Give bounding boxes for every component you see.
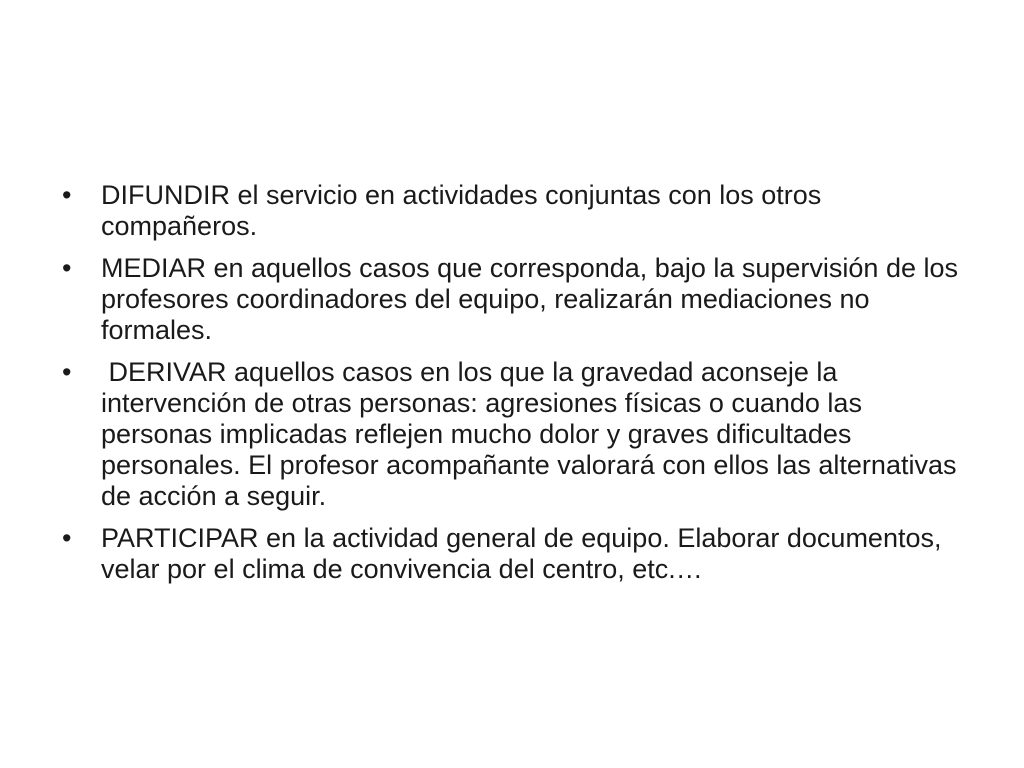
bullet-item-derivar [62, 357, 962, 512]
bullet-text: DERIVAR aquellos casos en los que la gravedad aconseje la intervención de otras personas: agresiones físicas o cuando las personas implicadas reflejen mucho dolor y graves dificultades personales. El profesor acompañante valorará con ellos las alternativas de acción a seguir. [101, 357, 964, 511]
bullet-text: DIFUNDIR el servicio en actividades conjuntas con los otros compañeros. [101, 180, 829, 241]
bullet-icon: • [62, 180, 72, 210]
bullet-item-participar [62, 523, 962, 585]
bullet-icon: • [62, 357, 72, 387]
bullet-item-difundir [62, 180, 962, 242]
bullet-icon: • [62, 253, 72, 283]
bullet-item-mediar [62, 253, 966, 346]
bullet-text: MEDIAR en aquellos casos que corresponda, bajo la supervisión de los profesores coordinadores del equipo, realizarán mediaciones no formales. [101, 253, 966, 345]
bullet-text: PARTICIPAR en la actividad general de equipo. Elaborar documentos, velar por el clima de convivencia del centro, etc.… [101, 523, 949, 584]
bullet-icon: • [62, 523, 72, 553]
bullet-list [62, 180, 966, 596]
